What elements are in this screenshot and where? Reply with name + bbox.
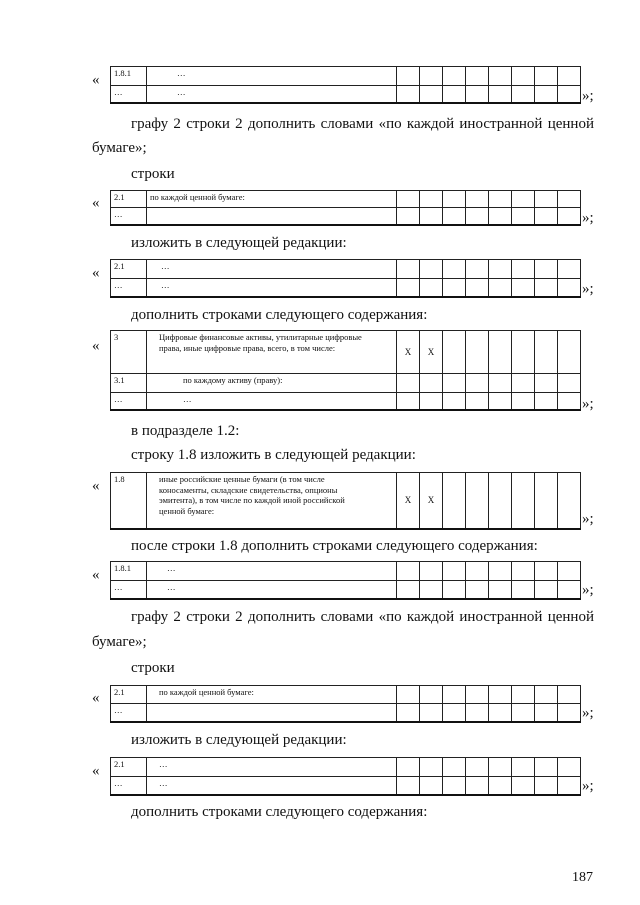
table-row xyxy=(111,704,581,722)
quote-close: »; xyxy=(582,582,594,598)
table-row xyxy=(111,191,581,208)
quote-open: « xyxy=(92,265,100,281)
table-row xyxy=(111,86,581,103)
paragraph: строки xyxy=(131,166,175,182)
row-number: 1.8.1 xyxy=(111,67,147,86)
row-number: 1.8.1 xyxy=(111,562,147,581)
table-row xyxy=(111,67,581,86)
row-number: 2.1 xyxy=(111,758,147,777)
row-number: … xyxy=(111,777,147,795)
row-number: 3 xyxy=(111,331,147,374)
x-mark: X xyxy=(397,473,420,529)
table-row xyxy=(111,562,581,581)
table-5 xyxy=(110,472,581,530)
page-number: 187 xyxy=(572,870,593,885)
paragraph: изложить в следующей редакции: xyxy=(131,732,347,748)
row-label: … xyxy=(147,279,397,297)
table-row xyxy=(111,393,581,410)
row-label xyxy=(147,704,397,722)
table-row xyxy=(111,331,581,374)
table-4 xyxy=(110,330,581,411)
paragraph: в подразделе 1.2: xyxy=(131,423,240,439)
paragraph: изложить в следующей редакции: xyxy=(131,235,347,251)
table-row xyxy=(111,374,581,393)
row-number: … xyxy=(111,704,147,722)
table-row xyxy=(111,777,581,795)
table-6 xyxy=(110,561,581,600)
quote-open: « xyxy=(92,567,100,583)
row-label xyxy=(147,208,397,225)
row-number: … xyxy=(111,208,147,225)
paragraph: бумаге»; xyxy=(92,140,147,156)
row-label: … xyxy=(147,562,397,581)
row-label: по каждой ценной бумаге: xyxy=(147,191,397,208)
row-label: иные российские ценные бумаги (в том числе коносаменты, складские свидетельства, опционы эмитента), в том числе по каждой иной российской ценной бумаге: xyxy=(147,473,397,529)
quote-open: « xyxy=(92,195,100,211)
row-number: 2.1 xyxy=(111,191,147,208)
row-number: 2.1 xyxy=(111,260,147,279)
quote-open: « xyxy=(92,763,100,779)
table-row xyxy=(111,686,581,704)
table-row xyxy=(111,279,581,297)
row-label: Цифровые финансовые активы, утилитарные цифровые права, иные цифровые права, всего, в том числе: xyxy=(147,331,397,374)
row-label: … xyxy=(147,758,397,777)
row-number: … xyxy=(111,279,147,297)
paragraph: дополнить строками следующего содержания: xyxy=(131,307,428,323)
row-number: … xyxy=(111,581,147,599)
paragraph: графу 2 строки 2 дополнить словами «по каждой иностранной ценной xyxy=(131,609,594,625)
quote-open: « xyxy=(92,478,100,494)
table-row xyxy=(111,260,581,279)
row-label: по каждой ценной бумаге: xyxy=(147,686,397,704)
paragraph: после строки 1.8 дополнить строками следующего содержания: xyxy=(131,538,538,554)
quote-open: « xyxy=(92,338,100,354)
table-1 xyxy=(110,66,581,104)
row-label: по каждому активу (праву): xyxy=(147,374,397,393)
quote-open: « xyxy=(92,72,100,88)
table-2 xyxy=(110,190,581,226)
table-row xyxy=(111,473,581,529)
row-label: … xyxy=(147,393,397,410)
table-8 xyxy=(110,757,581,796)
table-3 xyxy=(110,259,581,298)
row-number: … xyxy=(111,393,147,410)
row-number: … xyxy=(111,86,147,103)
row-label: … xyxy=(147,581,397,599)
paragraph: дополнить строками следующего содержания: xyxy=(131,804,428,820)
quote-close: »; xyxy=(582,511,594,527)
quote-close: »; xyxy=(582,705,594,721)
row-label: … xyxy=(147,260,397,279)
paragraph: графу 2 строки 2 дополнить словами «по каждой иностранной ценной xyxy=(131,116,594,132)
row-label: … xyxy=(147,86,397,103)
row-label: … xyxy=(147,777,397,795)
quote-close: »; xyxy=(582,88,594,104)
x-mark: X xyxy=(420,331,443,374)
table-row xyxy=(111,758,581,777)
row-number: 2.1 xyxy=(111,686,147,704)
quote-close: »; xyxy=(582,281,594,297)
quote-close: »; xyxy=(582,210,594,226)
paragraph: бумаге»; xyxy=(92,634,147,650)
row-label: … xyxy=(147,67,397,86)
paragraph: строки xyxy=(131,660,175,676)
table-row xyxy=(111,581,581,599)
table-row xyxy=(111,208,581,225)
quote-close: »; xyxy=(582,396,594,412)
table-7 xyxy=(110,685,581,723)
x-mark: X xyxy=(420,473,443,529)
quote-close: »; xyxy=(582,778,594,794)
quote-open: « xyxy=(92,690,100,706)
row-number: 3.1 xyxy=(111,374,147,393)
x-mark: X xyxy=(397,331,420,374)
paragraph: строку 1.8 изложить в следующей редакции: xyxy=(131,447,416,463)
row-number: 1.8 xyxy=(111,473,147,529)
